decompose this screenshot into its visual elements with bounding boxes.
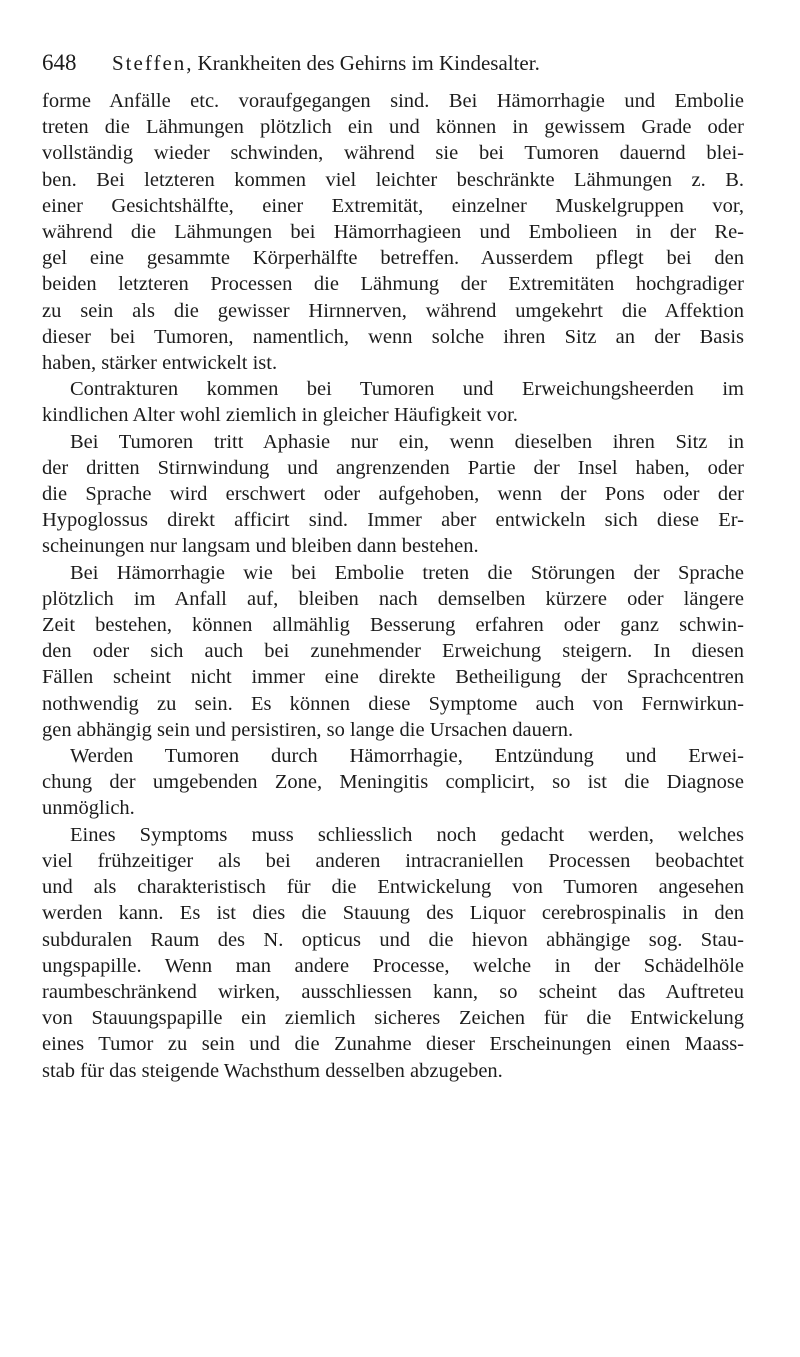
text-line: zu sein als die gewisser Hirnnerven, während umgekehrt die Affektion (42, 299, 744, 322)
text-line: stab für das steigende Wachsthum desselben abzugeben. (42, 1059, 503, 1082)
text-line: werden kann. Es ist dies die Stauung des Liquor cerebrospinalis in den (42, 902, 744, 925)
text-line: von Stauungspapille ein ziemlich sicheres Zeichen für die Entwickelung (42, 1007, 744, 1030)
text-line: viel frühzeitiger als bei anderen intracraniellen Processen beobachtet (42, 849, 744, 872)
author-name: Steffen, (112, 51, 194, 75)
text-line: der dritten Stirnwindung und angrenzenden Partie der Insel haben, oder (42, 456, 744, 479)
body-text (42, 88, 744, 1084)
text-line: Bei Tumoren tritt Aphasie nur ein, wenn dieselben ihren Sitz in (70, 430, 744, 453)
text-line: scheinungen nur langsam und bleiben dann bestehen. (42, 535, 479, 558)
text-line: plötzlich im Anfall auf, bleiben nach demselben kürzere oder längere (42, 587, 744, 610)
text-line: forme Anfälle etc. voraufgegangen sind. Bei Hämorrhagie und Embolie (42, 90, 744, 112)
text-line: raumbeschränkend wirken, ausschliessen kann, so scheint das Auftreteu (42, 980, 744, 1003)
paragraph (42, 429, 744, 560)
running-head (42, 50, 742, 84)
paragraph (42, 88, 744, 376)
text-line: haben, stärker entwickelt ist. (42, 352, 278, 375)
paragraph (42, 822, 744, 1084)
text-line: nothwendig zu sein. Es können diese Symptome auch von Fernwirkun- (42, 692, 744, 715)
text-line: treten die Lähmungen plötzlich ein und können in gewissem Grade oder (42, 116, 744, 139)
text-line: Contrakturen kommen bei Tumoren und Erweichungsheerden im (70, 378, 744, 401)
text-line: ben. Bei letzteren kommen viel leichter beschränkte Lähmungen z. B. (42, 168, 744, 191)
paragraph (42, 560, 744, 743)
text-line: gel eine gesammte Körperhälfte betreffen. Ausserdem pflegt bei den (42, 247, 744, 270)
paragraph (42, 743, 744, 822)
text-line: einer Gesichtshälfte, einer Extremität, einzelner Muskelgruppen vor, (42, 194, 744, 217)
page-number: 648 (42, 50, 77, 75)
text-line: kindlichen Alter wohl ziemlich in gleicher Häufigkeit vor. (42, 404, 518, 427)
text-line: eines Tumor zu sein und die Zunahme dieser Erscheinungen einen Maass- (42, 1033, 744, 1056)
text-line: Eines Symptoms muss schliesslich noch gedacht werden, welches (70, 823, 744, 846)
text-line: Hypoglossus direkt afficirt sind. Immer aber entwickeln sich diese Er- (42, 509, 744, 532)
text-line: die Sprache wird erschwert oder aufgehoben, wenn der Pons oder der (42, 483, 744, 506)
text-line: und als charakteristisch für die Entwickelung von Tumoren angesehen (42, 876, 744, 899)
text-line: chung der umgebenden Zone, Meningitis complicirt, so ist die Diagnose (42, 771, 744, 794)
chapter-title: Krankheiten des Gehirns im Kindesalter. (197, 51, 540, 75)
text-line: während die Lähmungen bei Hämorrhagieen und Embolieen in der Re- (42, 221, 744, 244)
text-line: ungspapille. Wenn man andere Processe, welche in der Schädelhöle (42, 954, 744, 977)
text-line: unmöglich. (42, 797, 135, 820)
text-line: Zeit bestehen, können allmählig Besserung erfahren oder ganz schwin- (42, 614, 744, 637)
text-line: beiden letzteren Processen die Lähmung der Extremitäten hochgradiger (42, 273, 744, 296)
text-line: subduralen Raum des N. opticus und die hievon abhängige sog. Stau- (42, 928, 744, 951)
text-line: Fällen scheint nicht immer eine direkte Betheiligung der Sprachcentren (42, 666, 744, 689)
text-line: Bei Hämorrhagie wie bei Embolie treten die Störungen der Sprache (70, 561, 744, 584)
text-line: vollständig wieder schwinden, während sie bei Tumoren dauernd blei- (42, 142, 744, 165)
text-line: dieser bei Tumoren, namentlich, wenn solche ihren Sitz an der Basis (42, 325, 744, 348)
text-line: gen abhängig sein und persistiren, so lange die Ursachen dauern. (42, 718, 574, 741)
paragraph (42, 376, 744, 428)
text-line: Werden Tumoren durch Hämorrhagie, Entzündung und Erwei- (70, 745, 744, 768)
text-line: den oder sich auch bei zunehmender Erweichung steigern. In diesen (42, 640, 744, 663)
